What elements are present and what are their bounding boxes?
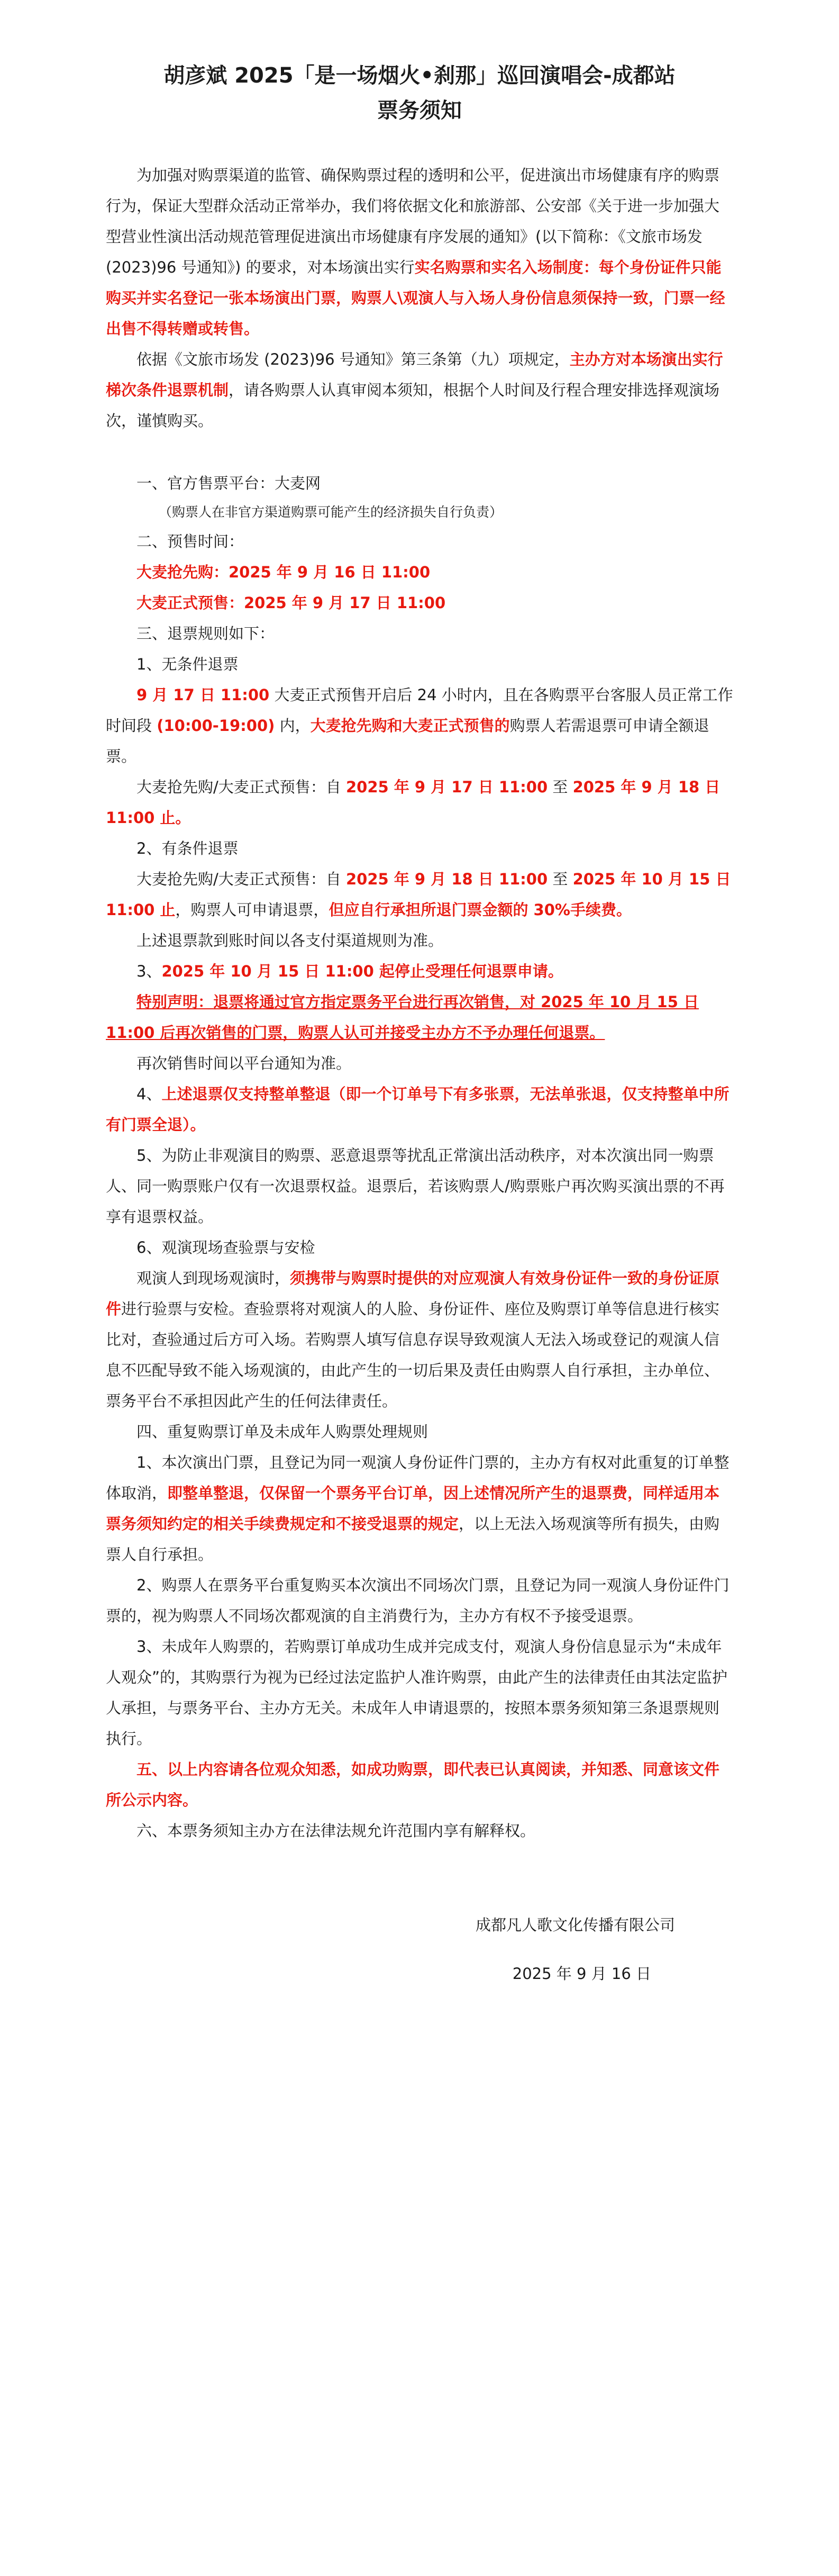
ticket-check-title: 6、观演现场查验票与安检 — [136, 1239, 315, 1257]
section-3-title: 三、退票规则如下： — [136, 625, 275, 643]
rule-text: ，以上无法入场观演等所有损失，由购票人自行承担。 — [106, 1515, 720, 1563]
buyer-type-highlight: 大麦抢先购和大麦正式预售的 — [310, 717, 510, 735]
fee-highlight: 但应自行承担所退门票金额的 30%手续费。 — [329, 901, 632, 919]
stop-refund-highlight: 2025 年 10 月 15 日 11:00 起停止受理任何退票申请。 — [161, 962, 563, 980]
signature-date: 2025 年 9 月 16 日 — [512, 1965, 651, 1983]
organizer-company: 成都凡人歌文化传播有限公司 — [475, 1916, 675, 1934]
refund-text: 购票人若需退票可申请全额退票。 — [106, 717, 709, 765]
section-1-note: （购票人在非官方渠道购票可能产生的经济损失自行负责） — [159, 504, 503, 520]
intro-highlight-refund-mechanism: 主办方对本场演出实行梯次条件退票机制 — [106, 350, 723, 399]
intro-text: ，请各购票人认真审阅本须知，根据个人时间及行程合理安排选择观演场次，谨慎购买。 — [106, 381, 720, 430]
intro-text: 为加强对购票渠道的监管、确保购票过程的透明和公平，促进演出市场健康有序的购票行为，保证大型群众活动正常举办，我们将依据文化和旅游部、公安部《关于进一步加强大型营业性演出活动规范管理促进演出市场健康有序发展的通知》(以下简称：《文旅市场发 (2023)96 号通知》) 的要求，对本场演出实行 — [106, 166, 720, 276]
minor-ticket-rule: 3、未成年人购票的，若购票订单成功生成并完成支付，观演人身份信息显示为“未成年人观众”的，其购票行为视为已经过法定监护人准许购票，由此产生的法律责任由其法定监护人承担，与票务平台、主办方无关。未成年人申请退票的，按照本票务须知第三条退票规则执行。 — [106, 1638, 728, 1748]
section-5-acknowledgement — [106, 1754, 733, 1815]
refund-conditional-title: 2、有条件退票 — [136, 839, 239, 857]
refund-payment-note: 上述退票款到账时间以各支付渠道规则为准。 — [136, 932, 444, 950]
refund-text: 至 — [548, 870, 573, 888]
whole-order-highlight: 上述退票仅支持整单整退（即一个订单号下有多张票，无法单张退，仅支持整单中所有门票全退）。 — [106, 1085, 729, 1134]
document-subtitle: 票务须知 — [377, 98, 462, 123]
date-highlight: 2025 年 10 月 15 日 11:00 止 — [106, 870, 731, 919]
hours-highlight: (10:00-19:00) — [157, 717, 275, 735]
resale-note: 再次销售时间以平台通知为准。 — [136, 1054, 352, 1072]
item-number: 3、 — [136, 962, 162, 980]
section-1-title: 一、官方售票平台：大麦网 — [136, 474, 321, 492]
refund-text: 大麦抢先购/大麦正式预售：自 — [136, 870, 346, 888]
ticket-check-text — [106, 1263, 733, 1416]
refund-unconditional-title: 1、无条件退票 — [136, 655, 239, 673]
refund-unconditional-period — [106, 772, 733, 833]
refund-text: 大麦抢先购/大麦正式预售：自 — [136, 778, 346, 796]
intro-highlight-realname: 实名购票和实名入场制度：每个身份证件只能购买并实名登记一张本场演出门票，购票人\观演人与入场人身份信息须保持一致，门票一经出售不得转赠或转售。 — [106, 258, 725, 338]
time-highlight: 9 月 17 日 11:00 — [136, 686, 270, 704]
refund-stop-notice — [106, 956, 733, 987]
cancel-order-highlight: 即整单整退，仅保留一个票务平台订单，因上述情况所产生的退票费，同样适用本票务须知约定的相关手续费规定和不接受退票的规定 — [106, 1484, 720, 1533]
date-highlight: 2025 年 9 月 17 日 11:00 — [346, 778, 548, 796]
duplicate-order-rule — [106, 1447, 733, 1570]
presale-damai-early: 大麦抢先购：2025 年 9 月 16 日 11:00 — [136, 563, 431, 581]
refund-text: 内， — [275, 717, 311, 735]
special-statement — [106, 987, 733, 1048]
date-highlight: 2025 年 9 月 18 日 11:00 — [346, 870, 548, 888]
refund-text: 至 — [548, 778, 573, 796]
acknowledgement-highlight: 五、以上内容请各位观众知悉，如成功购票，即代表已认真阅读，并知悉、同意该文件所公示内容。 — [106, 1760, 720, 1809]
presale-damai-official: 大麦正式预售：2025 年 9 月 17 日 11:00 — [136, 594, 446, 612]
intro-paragraph-2 — [106, 344, 733, 436]
refund-conditional-text — [106, 864, 733, 925]
intro-paragraph-1 — [106, 160, 733, 344]
item-number: 4、 — [136, 1085, 162, 1103]
id-card-highlight: 须携带与购票时提供的对应观演人有效身份证件一致的身份证原件 — [106, 1269, 720, 1318]
rule-text: 1、本次演出门票，且登记为同一观演人身份证件门票的，主办方有权对此重复的订单整体取消， — [106, 1453, 729, 1502]
refund-text: 大麦正式预售开启后 24 小时内，且在各购票平台客服人员正常工作时间段 — [106, 686, 733, 735]
different-session-rule: 2、购票人在票务平台重复购买本次演出不同场次门票，且登记为同一观演人身份证件门票的，视为购票人不同场次都观演的自主消费行为，主办方有权不予接受退票。 — [106, 1576, 729, 1625]
check-text: 进行验票与安检。查验票将对观演人的人脸、身份证件、座位及购票订单等信息进行核实比对，查验通过后方可入场。若购票人填写信息存误导致观演人无法入场或登记的观演人信息不匹配导致不能入场观演的，由此产生的一切后果及责任由购票人自行承担，主办单位、票务平台不承担因此产生的任何法律责任。 — [106, 1300, 720, 1410]
special-statement-text: 特别声明：退票将通过官方指定票务平台进行再次销售，对 2025 年 10 月 15 日 11:00 后再次销售的门票，购票人认可并接受主办方不予办理任何退票。 — [106, 993, 699, 1042]
intro-text: 依据《文旅市场发 (2023)96 号通知》第三条第（九）项规定， — [136, 350, 570, 368]
refund-text: ，购票人可申请退票， — [175, 901, 329, 919]
section-2-title: 二、预售时间： — [136, 532, 244, 550]
check-text: 观演人到现场观演时， — [136, 1269, 290, 1287]
section-4-title: 四、重复购票订单及未成年人购票处理规则 — [136, 1423, 428, 1441]
refund-unconditional-text — [106, 680, 733, 772]
section-6-interpretation: 六、本票务须知主办方在法律法规允许范围内享有解释权。 — [136, 1822, 536, 1840]
document-title: 胡彦斌 2025「是一场烟火•刹那」巡回演唱会-成都站 — [163, 64, 676, 88]
date-highlight: 2025 年 9 月 18 日 11:00 止。 — [106, 778, 721, 827]
refund-once-rule: 5、为防止非观演目的购票、恶意退票等扰乱正常演出活动秩序，对本次演出同一购票人、同一购票账户仅有一次退票权益。退票后，若该购票人/购票账户再次购买演出票的不再享有退票权益。 — [106, 1146, 725, 1226]
refund-whole-order — [106, 1079, 733, 1140]
